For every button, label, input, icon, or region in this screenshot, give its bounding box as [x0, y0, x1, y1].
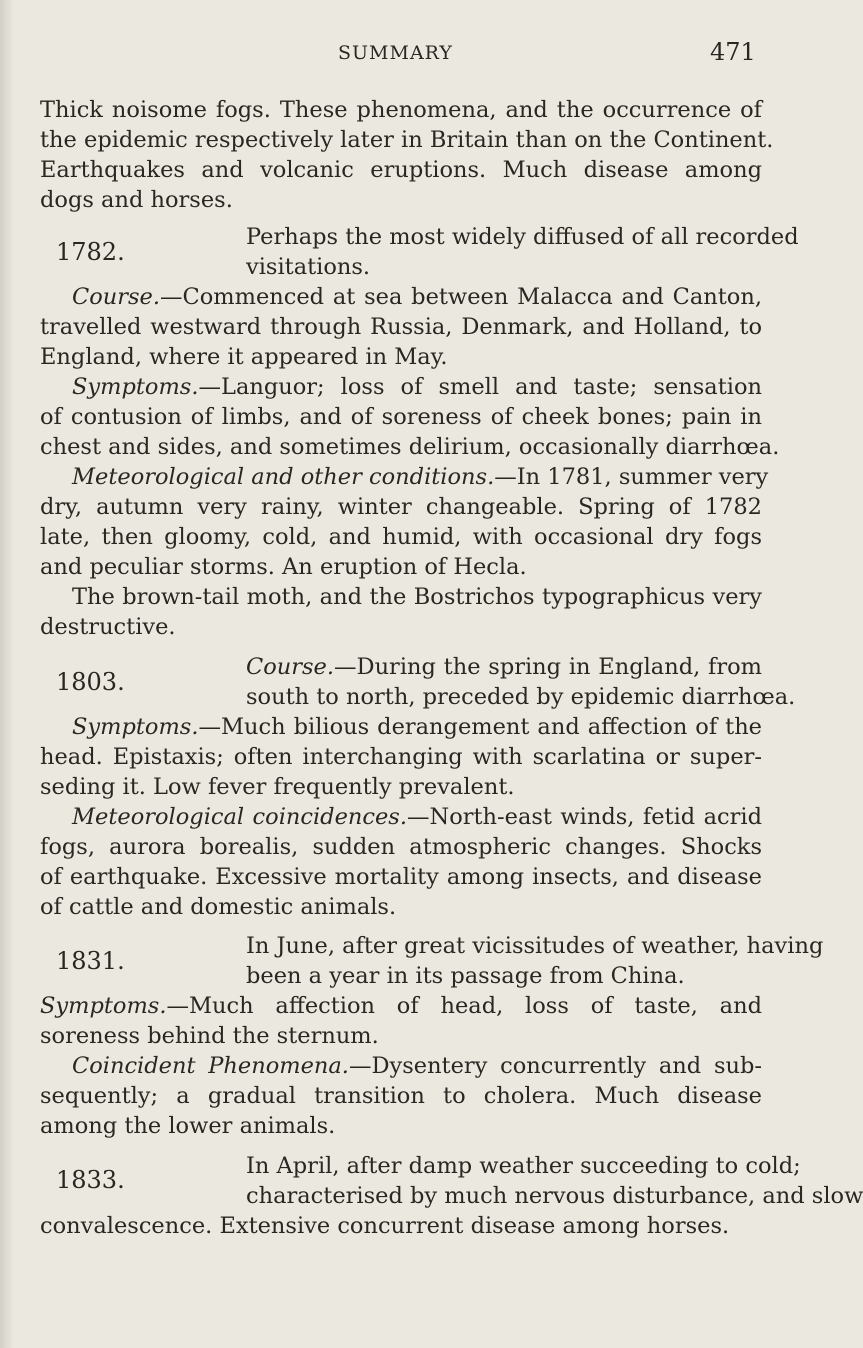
text-span: —Dysentery concurrently and sub-	[348, 1053, 763, 1079]
text-line: south to north, preceded by epidemic diarrhœa.	[246, 684, 796, 710]
text-line: seding it. Low fever frequently prevalent.	[40, 774, 515, 800]
text-line: England, where it appeared in May.	[40, 344, 448, 370]
year-marker-1831: 1831.	[56, 947, 125, 975]
text-line: sequently; a gradual transition to cholera. Much disease	[40, 1083, 762, 1109]
text-line: soreness behind the sternum.	[40, 1023, 379, 1049]
text-span: —Commenced at sea between Malacca and Canton,	[160, 284, 762, 310]
section-label: Meteorological coincidences.	[72, 804, 408, 830]
text-span: —During the spring in England, from	[334, 654, 762, 680]
text-line: Perhaps the most widely diffused of all recorded	[246, 224, 799, 250]
text-line: The brown-tail moth, and the Bostrichos typographicus very	[72, 584, 762, 610]
section-symptoms-1782	[72, 372, 762, 402]
text-line: In June, after great vicissitudes of weather, having	[246, 933, 824, 959]
year-marker-1833: 1833.	[56, 1166, 125, 1194]
running-head: SUMMARY	[338, 42, 453, 64]
year-marker-1803: 1803.	[56, 668, 125, 696]
section-label: Symptoms.	[72, 374, 199, 400]
text-line: chest and sides, and sometimes delirium, occasionally diarrhœa.	[40, 434, 780, 460]
section-meteorological-1782	[72, 462, 769, 492]
text-line: convalescence. Extensive concurrent disease among horses.	[40, 1213, 730, 1239]
section-label: Course.	[246, 654, 335, 680]
text-line: In April, after damp weather succeeding to cold;	[246, 1153, 801, 1179]
text-line: destructive.	[40, 614, 176, 640]
text-line: travelled westward through Russia, Denmark, and Holland, to	[40, 314, 762, 340]
section-label: Symptoms.	[72, 714, 199, 740]
text-line: been a year in its passage from China.	[246, 963, 685, 989]
text-line: among the lower animals.	[40, 1113, 336, 1139]
text-line: characterised by much nervous disturbance, and slow	[246, 1183, 863, 1209]
text-line: dogs and horses.	[40, 187, 233, 213]
section-course-1782	[72, 282, 762, 312]
section-label: Meteorological and other conditions.	[72, 464, 495, 490]
section-label: Symptoms.	[40, 993, 167, 1019]
text-line: Thick noisome fogs. These phenomena, and the occurrence of	[40, 97, 762, 123]
year-marker-1782: 1782.	[56, 238, 125, 266]
text-line: and peculiar storms. An eruption of Hecla.	[40, 554, 527, 580]
text-line: Earthquakes and volcanic eruptions. Much disease among	[40, 157, 762, 183]
section-label: Course.	[72, 284, 161, 310]
section-symptoms-1831	[40, 991, 762, 1021]
text-line: of cattle and domestic animals.	[40, 894, 397, 920]
text-line: of earthquake. Excessive mortality among insects, and disease	[40, 864, 762, 890]
section-label: Coincident Phenomena.	[72, 1053, 349, 1079]
page-number: 471	[710, 38, 756, 66]
text-span: —Much affection of head, loss of taste, and	[166, 993, 762, 1019]
text-span: —In 1781, summer very	[494, 464, 769, 490]
section-coincident-1831	[72, 1051, 762, 1081]
text-line: dry, autumn very rainy, winter changeable. Spring of 1782	[40, 494, 762, 520]
page-edge-shadow	[0, 0, 14, 1348]
text-line: of contusion of limbs, and of soreness of cheek bones; pain in	[40, 404, 762, 430]
text-span: —North-east winds, fetid acrid	[407, 804, 762, 830]
text-span: —Much bilious derangement and affection of the	[198, 714, 762, 740]
section-meteorological-1803	[72, 802, 762, 832]
text-line: visitations.	[246, 254, 371, 280]
section-symptoms-1803	[72, 712, 762, 742]
section-course-1803	[246, 652, 762, 682]
text-line: fogs, aurora borealis, sudden atmospheric changes. Shocks	[40, 834, 762, 860]
text-line: head. Epistaxis; often interchanging with scarlatina or super-	[40, 744, 762, 770]
text-span: —Languor; loss of smell and taste; sensation	[198, 374, 762, 400]
text-line: late, then gloomy, cold, and humid, with occasional dry fogs	[40, 524, 762, 550]
text-line: the epidemic respectively later in Britain than on the Continent.	[40, 127, 774, 153]
